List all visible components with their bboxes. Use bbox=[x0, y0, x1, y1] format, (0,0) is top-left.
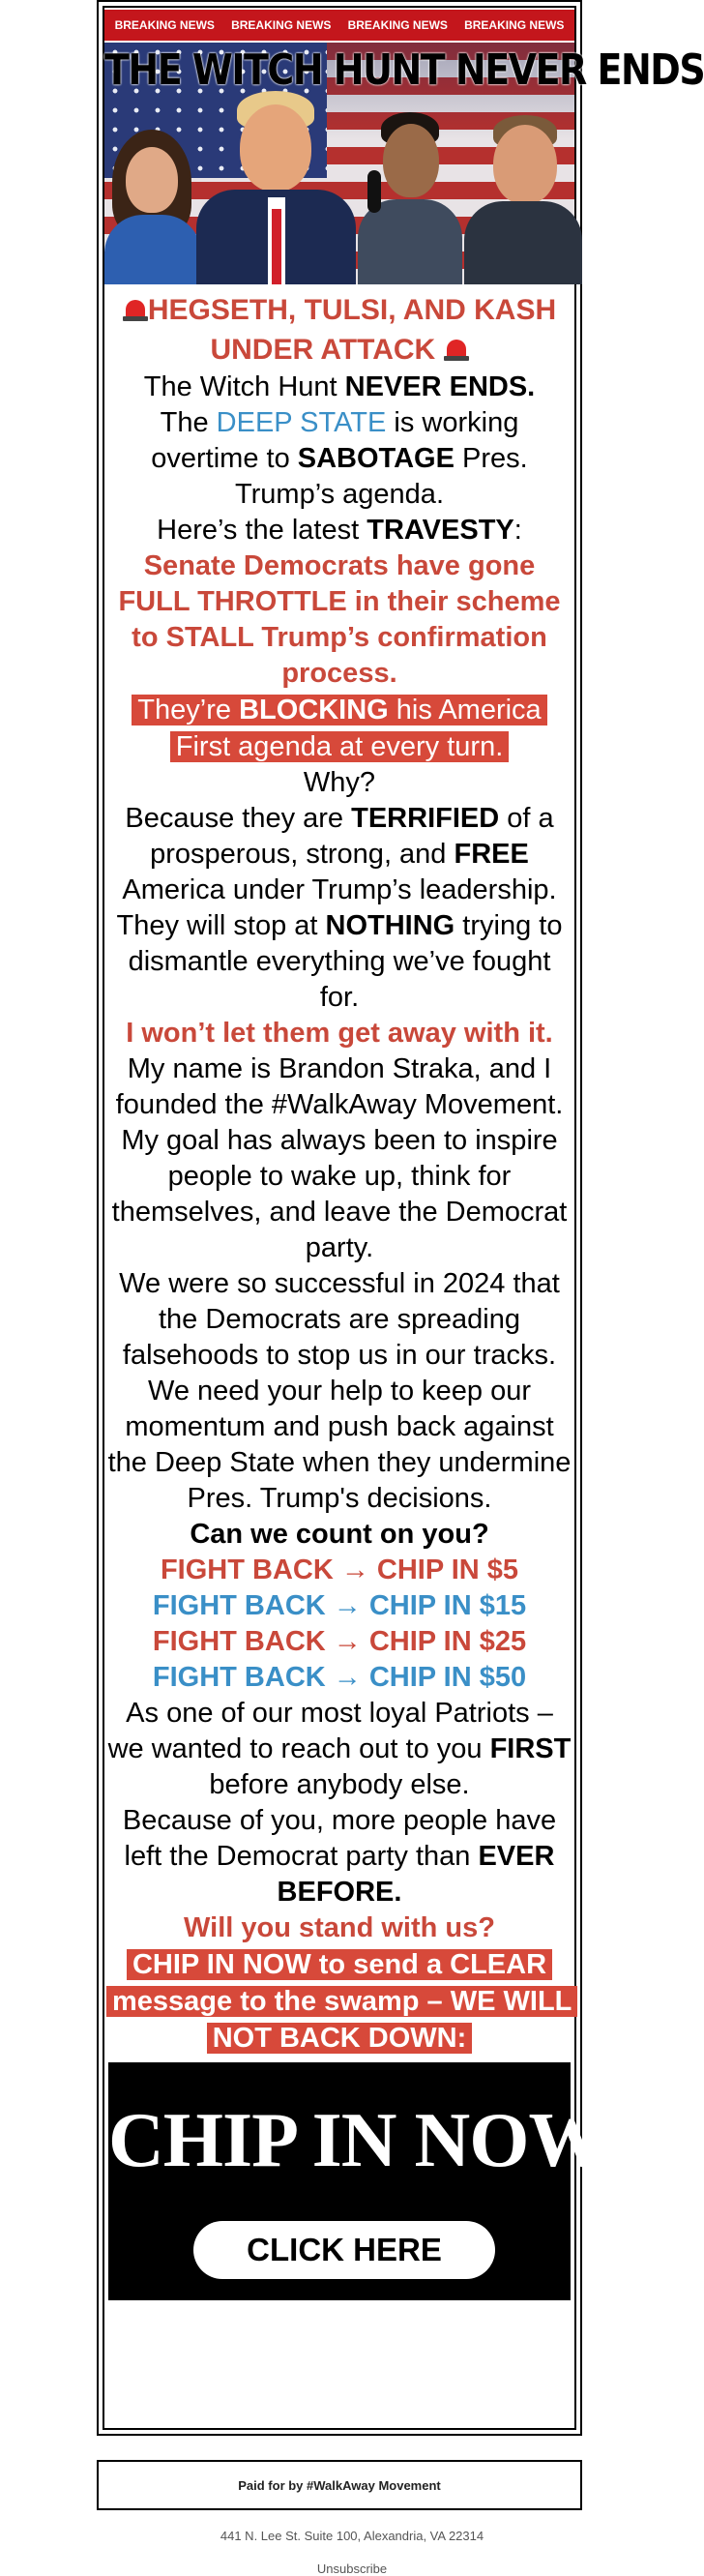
hero-person-4 bbox=[464, 115, 582, 284]
text: The bbox=[160, 407, 217, 438]
paragraph-red: I won’t let them get away with it. bbox=[126, 1018, 553, 1049]
headline bbox=[106, 290, 572, 370]
siren-icon bbox=[444, 336, 469, 361]
text: is working overtime to bbox=[151, 407, 519, 474]
paragraph: Because they are TERRIFIED of a prosperous, strong, and FREE America under Trump’s leadership. bbox=[122, 803, 557, 905]
paragraph-red: Will you stand with us? bbox=[184, 1912, 495, 1943]
email-frame bbox=[97, 0, 704, 2436]
emphasis-blue: DEEP STATE bbox=[216, 407, 387, 438]
hero-person-1 bbox=[104, 130, 201, 284]
paragraph bbox=[106, 370, 572, 405]
paragraph: They will stop at NOTHING trying to dismantle everything we’ve fought for. bbox=[116, 910, 563, 1013]
headline-line-1: HEGSETH, TULSI, AND KASH bbox=[147, 294, 557, 326]
ticker-item: BREAKING NEWS bbox=[231, 18, 332, 32]
paragraph: My name is Brandon Straka, and I founded the #WalkAway Movement. bbox=[115, 1053, 564, 1120]
chip-in-50-link[interactable]: FIGHT BACK → CHIP IN $50 bbox=[152, 1662, 527, 1693]
highlight-text: CHIP IN NOW to send a CLEAR message to the swamp – WE WILL NOT BACK DOWN: bbox=[106, 1949, 577, 2054]
paragraph bbox=[106, 513, 572, 548]
text: Pres. Trump’s agenda. bbox=[234, 443, 528, 510]
paragraph-question: Can we count on you? bbox=[190, 1519, 489, 1550]
cta-title: CHIP IN NOW bbox=[108, 2098, 605, 2183]
chip-in-now-banner[interactable] bbox=[108, 2062, 605, 2300]
paragraph-highlight bbox=[106, 1946, 572, 2057]
chip-in-links bbox=[106, 1553, 572, 1696]
chip-in-15-link[interactable]: FIGHT BACK → CHIP IN $15 bbox=[152, 1590, 527, 1621]
mailing-address: 441 N. Lee St. Suite 100, Alexandria, VA 22314 bbox=[220, 2529, 484, 2543]
text: The Witch Hunt bbox=[143, 371, 345, 402]
emphasis: SABOTAGE bbox=[297, 443, 455, 474]
paragraph: Why? bbox=[303, 767, 376, 798]
paragraph-red: Senate Democrats have gone FULL THROTTLE in their scheme to STALL Trump’s confirmation process. bbox=[118, 550, 561, 689]
highlight-text: They’re BLOCKING his America First agenda at every turn. bbox=[132, 695, 546, 762]
click-here-button[interactable]: CLICK HERE bbox=[193, 2221, 495, 2279]
chip-in-25-link[interactable]: FIGHT BACK → CHIP IN $25 bbox=[152, 1626, 527, 1657]
hero-person-2 bbox=[196, 91, 356, 284]
hero-person-3 bbox=[358, 112, 462, 284]
ticker-item: BREAKING NEWS bbox=[464, 18, 565, 32]
paid-for-text: Paid for by #WalkAway Movement bbox=[238, 2477, 441, 2493]
hero-image[interactable] bbox=[104, 43, 704, 284]
hero-title: THE WITCH HUNT NEVER ENDS bbox=[104, 44, 704, 95]
paragraph: As one of our most loyal Patriots – we wanted to reach out to you FIRST before anybody else. bbox=[107, 1698, 572, 1800]
text: : bbox=[513, 515, 522, 546]
text: Here’s the latest bbox=[157, 515, 367, 546]
emphasis: TRAVESTY bbox=[367, 515, 514, 546]
email-body bbox=[104, 290, 574, 2057]
paragraph-highlight bbox=[106, 692, 572, 765]
emphasis: NEVER ENDS. bbox=[344, 371, 536, 402]
paragraph: We were so successful in 2024 that the Democrats are spreading falsehoods to stop us in our tracks. bbox=[119, 1268, 560, 1371]
ticker-item: BREAKING NEWS bbox=[114, 18, 215, 32]
chip-in-5-link[interactable]: FIGHT BACK → CHIP IN $5 bbox=[160, 1554, 519, 1585]
siren-icon bbox=[123, 296, 148, 321]
unsubscribe-link[interactable]: Unsubscribe bbox=[316, 2561, 388, 2576]
paragraph: We need your help to keep our momentum and push back against the Deep State when they undermine Pres. Trump's decisions. bbox=[107, 1376, 572, 1514]
paragraph bbox=[106, 405, 572, 513]
paragraph: Because of you, more people have left the Democrat party than EVER BEFORE. bbox=[122, 1805, 557, 1908]
headline-line-2: UNDER ATTACK bbox=[210, 334, 436, 366]
breaking-news-ticker bbox=[104, 8, 574, 43]
email-content bbox=[103, 6, 704, 2430]
ticker-item: BREAKING NEWS bbox=[347, 18, 448, 32]
paragraph: My goal has always been to inspire people to wake up, think for themselves, and leave the Democrat party. bbox=[111, 1125, 568, 1263]
paid-for-disclaimer bbox=[97, 2460, 582, 2510]
